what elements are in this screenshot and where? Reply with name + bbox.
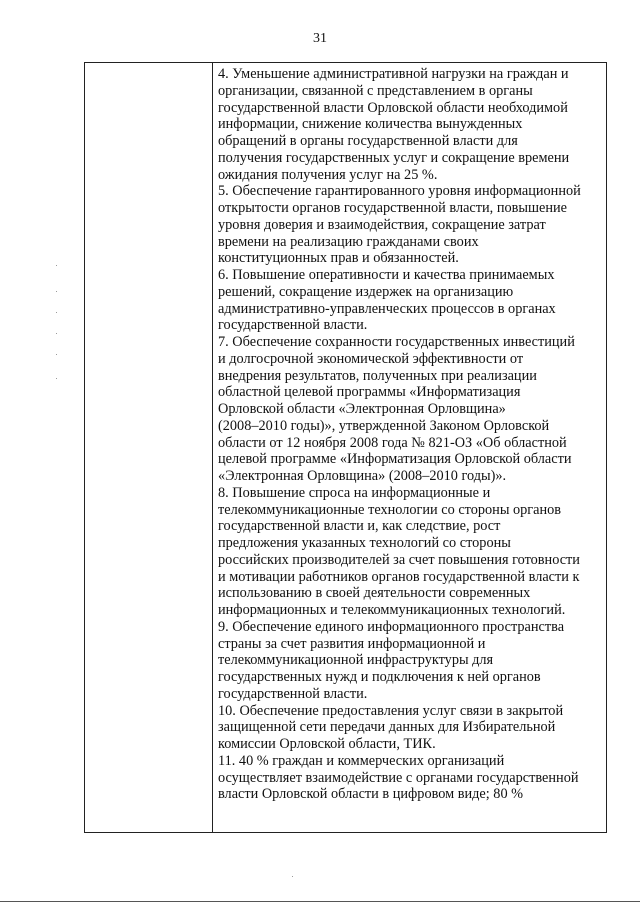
text-line: административно-управленческих процессов в органах xyxy=(218,300,556,317)
text-line: государственных нужд и подключения к ней органов xyxy=(218,669,541,685)
text-line: (2008–2010 годы)», утвержденной Законом Орловской xyxy=(218,417,550,434)
text-line: 6. Повышение оперативности и качества принимаемых xyxy=(218,267,555,283)
text-line: и долгосрочной экономической эффективности от xyxy=(218,350,524,367)
text-line: государственной власти. xyxy=(218,685,368,702)
text-line: телекоммуникационные технологии со стороны органов xyxy=(218,501,562,518)
text-line: и мотивации работников органов государственной власти к xyxy=(218,568,580,585)
text-line: времени на реализацию гражданами своих xyxy=(218,233,479,250)
scan-speck xyxy=(292,876,293,877)
text-line: обращений в органы государственной власти для xyxy=(218,133,518,149)
text-line: комиссии Орловской области, ТИК. xyxy=(218,736,436,752)
text-line: предложения указанных технологий со стороны xyxy=(218,535,511,551)
table-content-cell xyxy=(218,66,609,803)
text-line: страны за счет развития информационной и xyxy=(218,635,486,652)
text-line: внедрения результатов, полученных при реализации xyxy=(218,367,537,384)
text-line: целевой программе «Информатизация Орловской области xyxy=(218,451,572,468)
scan-speck xyxy=(56,378,57,379)
text-line: защищенной сети передачи данных для Избирательной xyxy=(218,719,556,736)
text-line: власти Орловской области в цифровом виде; 80 % xyxy=(218,786,524,803)
text-line: организации, связанной с представлением в органы xyxy=(218,82,533,99)
text-line: осуществляет взаимодействие с органами государственной xyxy=(218,769,579,786)
text-line: информационных и телекоммуникационных технологий. xyxy=(218,602,566,618)
scan-speck xyxy=(56,333,57,334)
text-line: получения государственных услуг и сокращение времени xyxy=(218,149,570,166)
page-bottom-edge xyxy=(0,901,640,902)
text-line: конституционных прав и обязанностей. xyxy=(218,250,459,267)
column-divider xyxy=(212,63,213,832)
text-line: решений, сокращение издержек на организацию xyxy=(218,283,514,300)
text-line: государственной власти Орловской области необходимой xyxy=(218,99,568,116)
text-line: Орловской области «Электронная Орловщина» xyxy=(218,401,506,417)
document-table xyxy=(84,62,607,833)
text-line: 8. Повышение спроса на информационные и xyxy=(218,484,491,501)
text-line: областной целевой программы «Информатизация xyxy=(218,384,521,401)
scan-speck xyxy=(56,265,57,266)
text-line: 10. Обеспечение предоставления услуг связи в закрытой xyxy=(218,702,564,719)
text-line: российских производителей за счет повышения готовности xyxy=(218,551,580,568)
text-line: 7. Обеспечение сохранности государственных инвестиций xyxy=(218,334,575,350)
text-line: 11. 40 % граждан и коммерческих организаций xyxy=(218,752,505,769)
text-line: 5. Обеспечение гарантированного уровня информационной xyxy=(218,183,581,200)
scan-speck xyxy=(56,354,57,355)
text-line: 4. Уменьшение административной нагрузки на граждан и xyxy=(218,66,569,82)
text-line: использованию в своей деятельности современных xyxy=(218,585,531,602)
text-line: ожидания получения услуг на 25 %. xyxy=(218,166,438,183)
text-line: области от 12 ноября 2008 года № 821-ОЗ «Об областной xyxy=(218,434,567,451)
text-line: государственной власти. xyxy=(218,317,368,334)
text-line: «Электронная Орловщина» (2008–2010 годы)». xyxy=(218,468,507,484)
text-line: открытости органов государственной власти, повышение xyxy=(218,200,567,216)
text-line: информации, снижение количества вынужденных xyxy=(218,116,523,133)
scan-speck xyxy=(56,312,57,313)
page-number: 31 xyxy=(313,31,327,46)
text-line: телекоммуникационной инфраструктуры для xyxy=(218,652,494,669)
text-line: 9. Обеспечение единого информационного пространства xyxy=(218,618,565,635)
scan-speck xyxy=(56,291,57,292)
text-line: уровня доверия и взаимодействия, сокращение затрат xyxy=(218,216,546,233)
text-line: государственной власти и, как следствие, рост xyxy=(218,518,501,535)
